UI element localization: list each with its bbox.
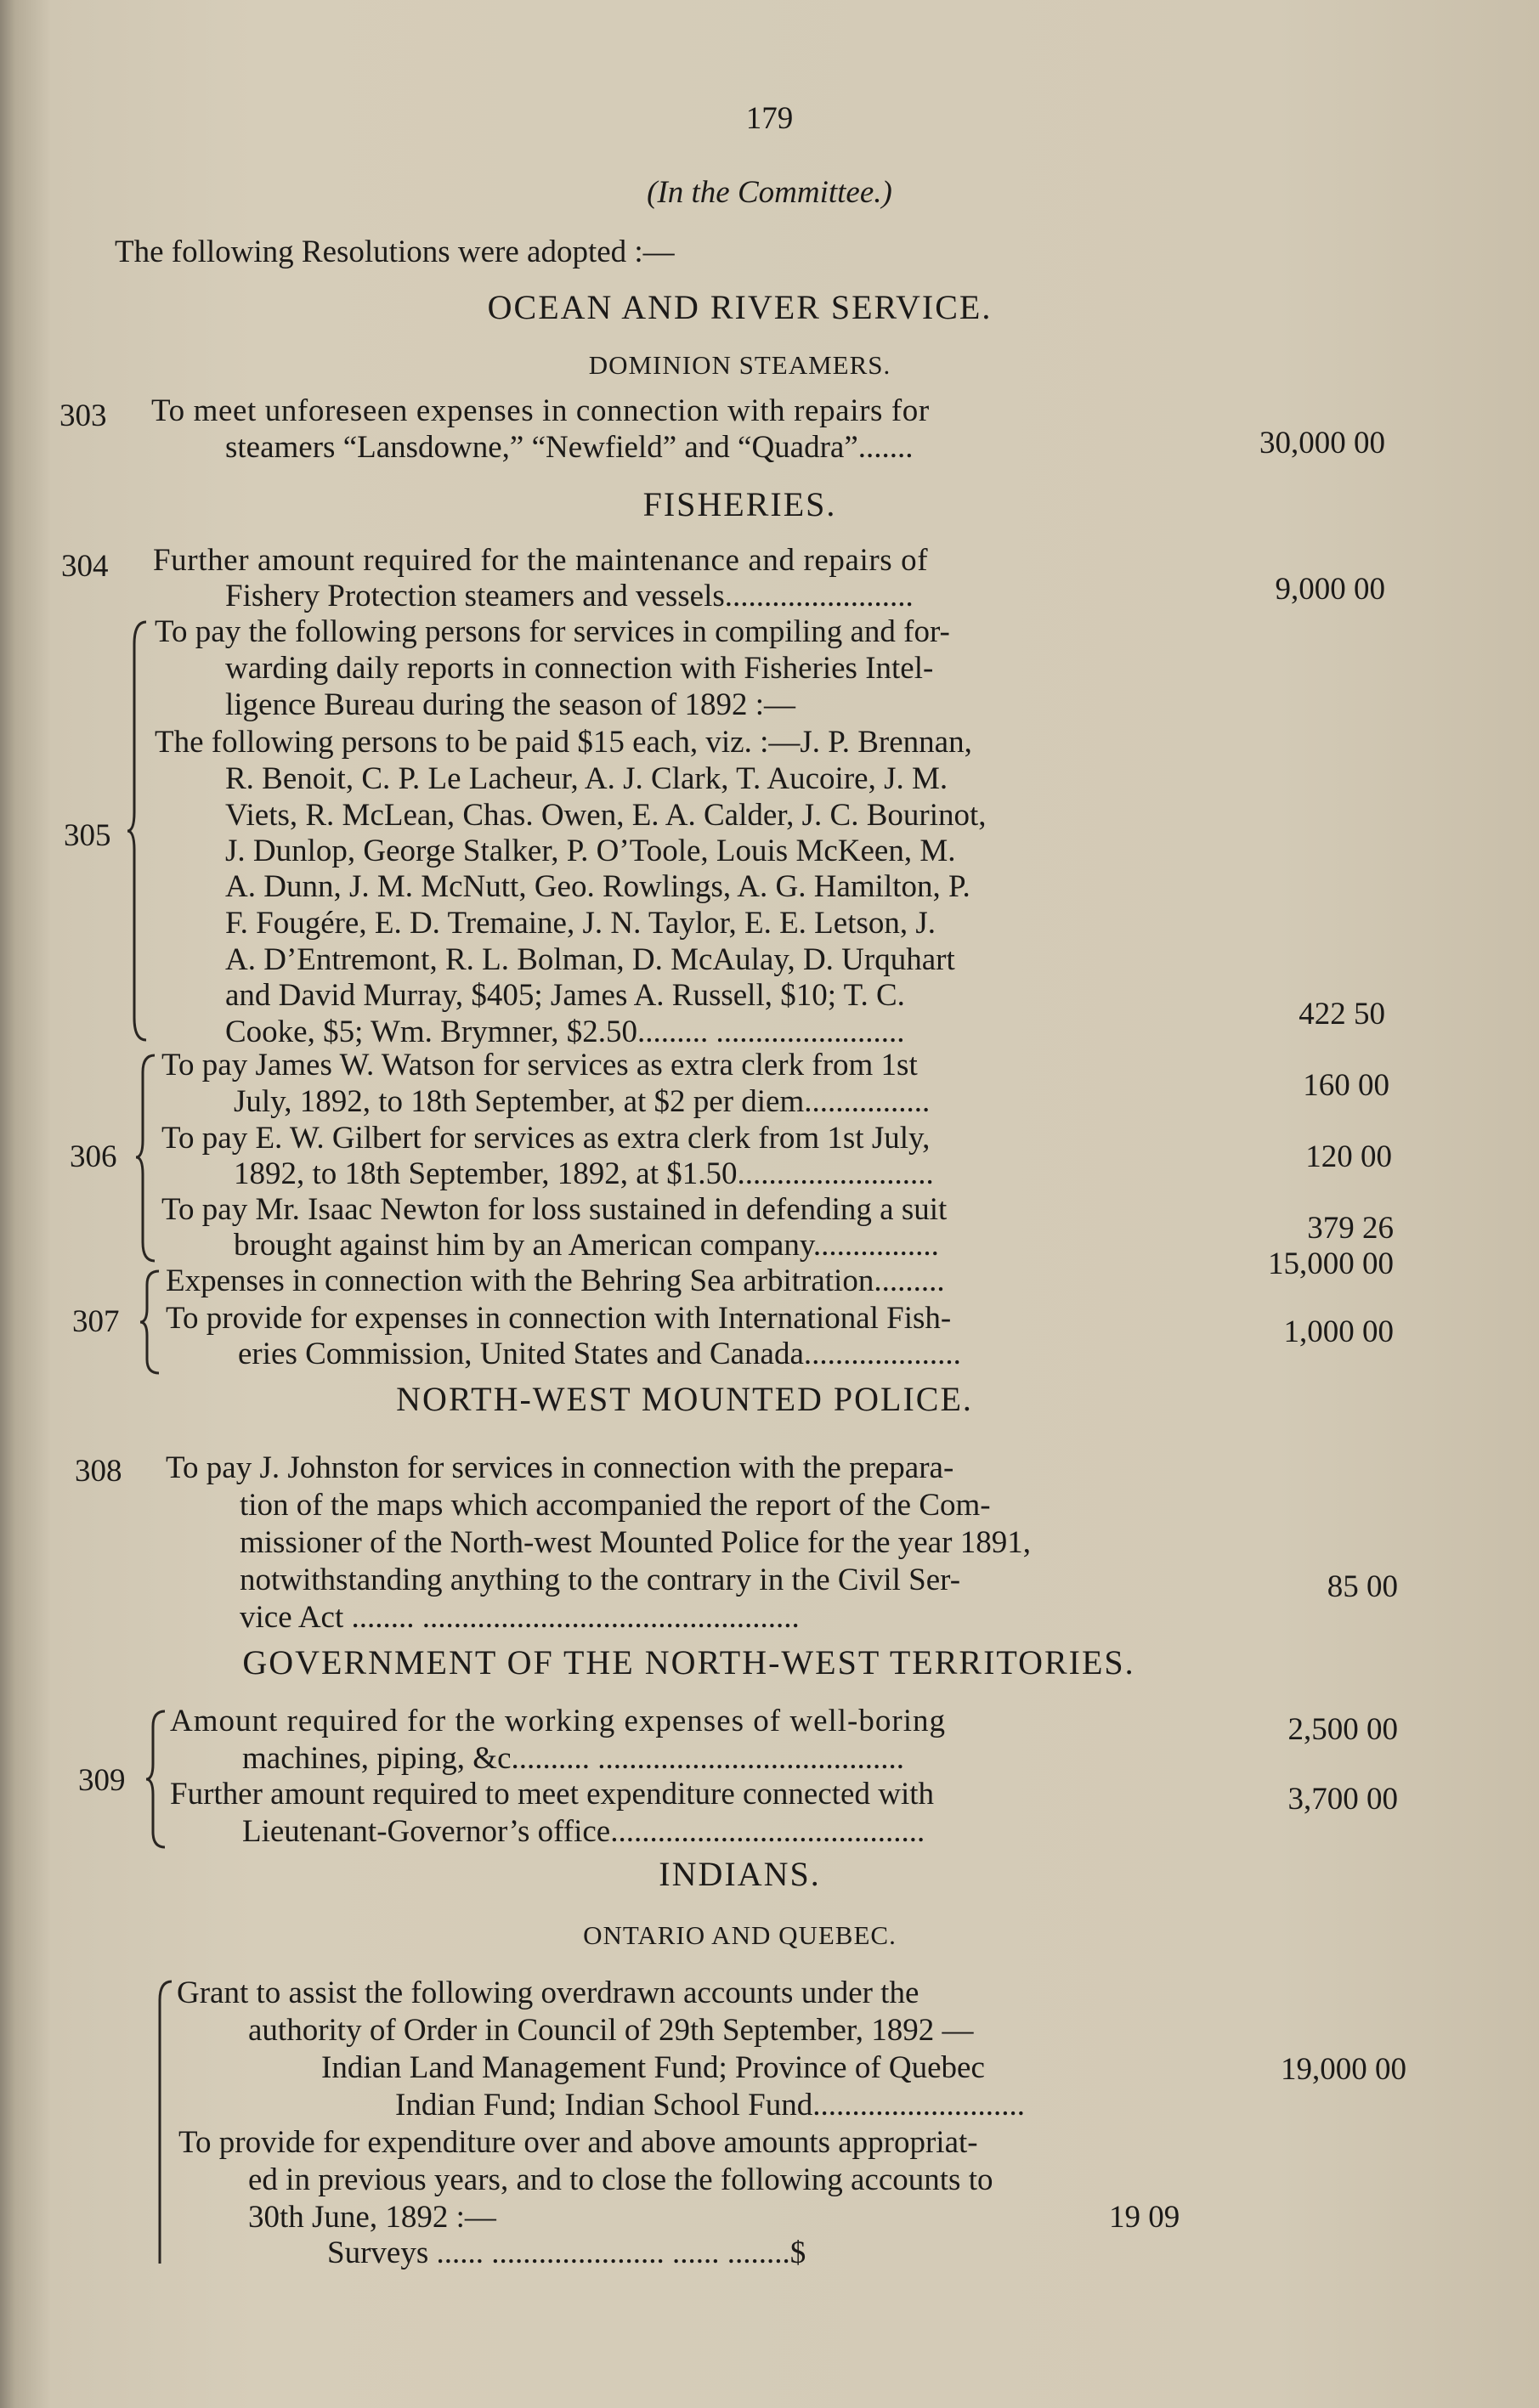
brace-306 — [136, 1052, 161, 1264]
resolution-number: 304 — [61, 549, 109, 584]
amount: 19,000 00 — [1281, 2052, 1406, 2087]
resolution-number: 305 — [64, 818, 111, 853]
resolution-line: July, 1892, to 18th September, at $2 per diem................ — [234, 1084, 931, 1119]
committee-note: (In the Committee.) — [647, 175, 892, 210]
resolution-line: warding daily reports in connection with Fisheries Intel- — [225, 651, 934, 686]
resolution-line: brought against him by an American company................ — [234, 1228, 939, 1263]
resolution-line: Further amount required to meet expenditure connected with — [170, 1777, 935, 1812]
resolution-line: To pay Mr. Isaac Newton for loss sustained in defending a suit — [161, 1192, 948, 1227]
resolution-line: F. Fougére, E. D. Tremaine, J. N. Taylor, E. E. Letson, J. — [225, 906, 936, 941]
heading-ocean-river: OCEAN AND RIVER SERVICE. — [487, 288, 993, 326]
resolution-line: To pay James W. Watson for services as extra clerk from 1st — [161, 1048, 918, 1082]
brace-309 — [146, 1708, 172, 1851]
amount: 85 00 — [1327, 1569, 1398, 1604]
resolution-line: Surveys ...... ...................... ...... ........$ — [327, 2236, 806, 2270]
resolution-number: 308 — [75, 1454, 122, 1489]
resolution-number: 309 — [78, 1763, 126, 1798]
amount: 15,000 00 — [1268, 1246, 1394, 1281]
resolution-line: To pay the following persons for services in compiling and for- — [155, 614, 950, 649]
resolution-number: 306 — [70, 1139, 117, 1174]
resolution-line: Amount required for the working expenses of well-boring — [170, 1704, 946, 1738]
amount: 379 26 — [1307, 1211, 1394, 1246]
resolution-line: Viets, R. McLean, Chas. Owen, E. A. Calder, J. C. Bourinot, — [225, 798, 987, 833]
resolution-line: Fishery Protection steamers and vessels........................ — [225, 579, 914, 613]
amount: 19 09 — [1109, 2200, 1180, 2235]
resolution-line: To provide for expenditure over and above amounts appropriat- — [178, 2125, 978, 2160]
resolution-line: missioner of the North-west Mounted Police for the year 1891, — [240, 1525, 1031, 1560]
brace-305 — [127, 619, 153, 1043]
resolution-line: notwithstanding anything to the contrary in the Civil Ser- — [240, 1563, 961, 1597]
heading-fisheries: FISHERIES. — [642, 485, 837, 523]
amount: 1,000 00 — [1283, 1314, 1394, 1349]
resolution-line: Indian Land Management Fund; Province of Quebec — [321, 2050, 985, 2085]
resolution-line: tion of the maps which accompanied the report of the Com- — [240, 1488, 991, 1523]
resolution-line: ligence Bureau during the season of 1892 :— — [225, 687, 795, 722]
brace-indians — [153, 1978, 178, 2267]
amount: 422 50 — [1299, 997, 1385, 1032]
resolution-line: ed in previous years, and to close the following accounts to — [248, 2162, 993, 2197]
brace-307 — [140, 1268, 166, 1376]
resolution-line: 30th June, 1892 :— — [248, 2200, 496, 2235]
resolution-line: Lieutenant-Governor’s office........................................ — [242, 1814, 925, 1849]
resolution-line: To provide for expenses in connection with International Fish- — [166, 1301, 952, 1336]
resolution-line: vice Act ........ ................................................ — [240, 1600, 800, 1635]
amount: 30,000 00 — [1259, 426, 1385, 461]
amount: 3,700 00 — [1287, 1782, 1398, 1817]
resolution-line: The following persons to be paid $15 each, viz. :—J. P. Brennan, — [155, 725, 972, 760]
intro-text: The following Resolutions were adopted :— — [115, 235, 675, 269]
subheading-dominion-steamers: DOMINION STEAMERS. — [588, 350, 891, 380]
resolution-line: Grant to assist the following overdrawn accounts under the — [177, 1976, 919, 2010]
resolution-line: authority of Order in Council of 29th September, 1892 — — [248, 2013, 974, 2048]
resolution-line: R. Benoit, C. P. Le Lacheur, A. J. Clark, T. Aucoire, J. M. — [225, 761, 948, 796]
resolution-line: J. Dunlop, George Stalker, P. O’Toole, Louis McKeen, M. — [225, 834, 956, 868]
amount: 2,500 00 — [1287, 1712, 1398, 1747]
resolution-line: To pay J. Johnston for services in connection with the prepara- — [166, 1450, 954, 1485]
resolution-line: steamers “Lansdowne,” “Newfield” and “Quadra”....... — [225, 430, 914, 465]
resolution-line: machines, piping, &c.......... ....................................... — [242, 1741, 904, 1776]
resolution-line: To pay E. W. Gilbert for services as extra clerk from 1st July, — [161, 1121, 931, 1156]
resolution-line: Expenses in connection with the Behring Sea arbitration......... — [166, 1263, 945, 1298]
resolution-line: Cooke, $5; Wm. Brymner, $2.50......... ........................ — [225, 1015, 905, 1049]
resolution-line: and David Murray, $405; James A. Russell, $10; T. C. — [225, 978, 905, 1013]
subheading-ontario-quebec: ONTARIO AND QUEBEC. — [583, 1920, 897, 1950]
amount: 120 00 — [1305, 1139, 1392, 1174]
resolution-line: Further amount required for the maintenance and repairs of — [153, 543, 929, 578]
resolution-line: To meet unforeseen expenses in connection with repairs for — [151, 393, 930, 428]
resolution-line: 1892, to 18th September, 1892, at $1.50......................... — [234, 1156, 934, 1191]
resolution-line: eries Commission, United States and Canada.................... — [238, 1337, 961, 1371]
heading-indians: INDIANS. — [659, 1855, 821, 1893]
resolution-number: 307 — [72, 1304, 120, 1339]
resolution-number: 303 — [59, 399, 107, 433]
resolution-line: A. Dunn, J. M. McNutt, Geo. Rowlings, A. G. Hamilton, P. — [225, 869, 970, 904]
heading-nwmp: NORTH-WEST MOUNTED POLICE. — [396, 1380, 973, 1418]
amount: 9,000 00 — [1275, 572, 1385, 607]
resolution-line: Indian Fund; Indian School Fund........................... — [395, 2088, 1026, 2123]
resolution-line: A. D’Entremont, R. L. Bolman, D. McAulay, D. Urquhart — [225, 942, 955, 977]
page-number: 179 — [745, 101, 794, 136]
heading-govt-nwt: GOVERNMENT OF THE NORTH-WEST TERRITORIES. — [242, 1643, 1135, 1682]
amount: 160 00 — [1303, 1068, 1389, 1103]
